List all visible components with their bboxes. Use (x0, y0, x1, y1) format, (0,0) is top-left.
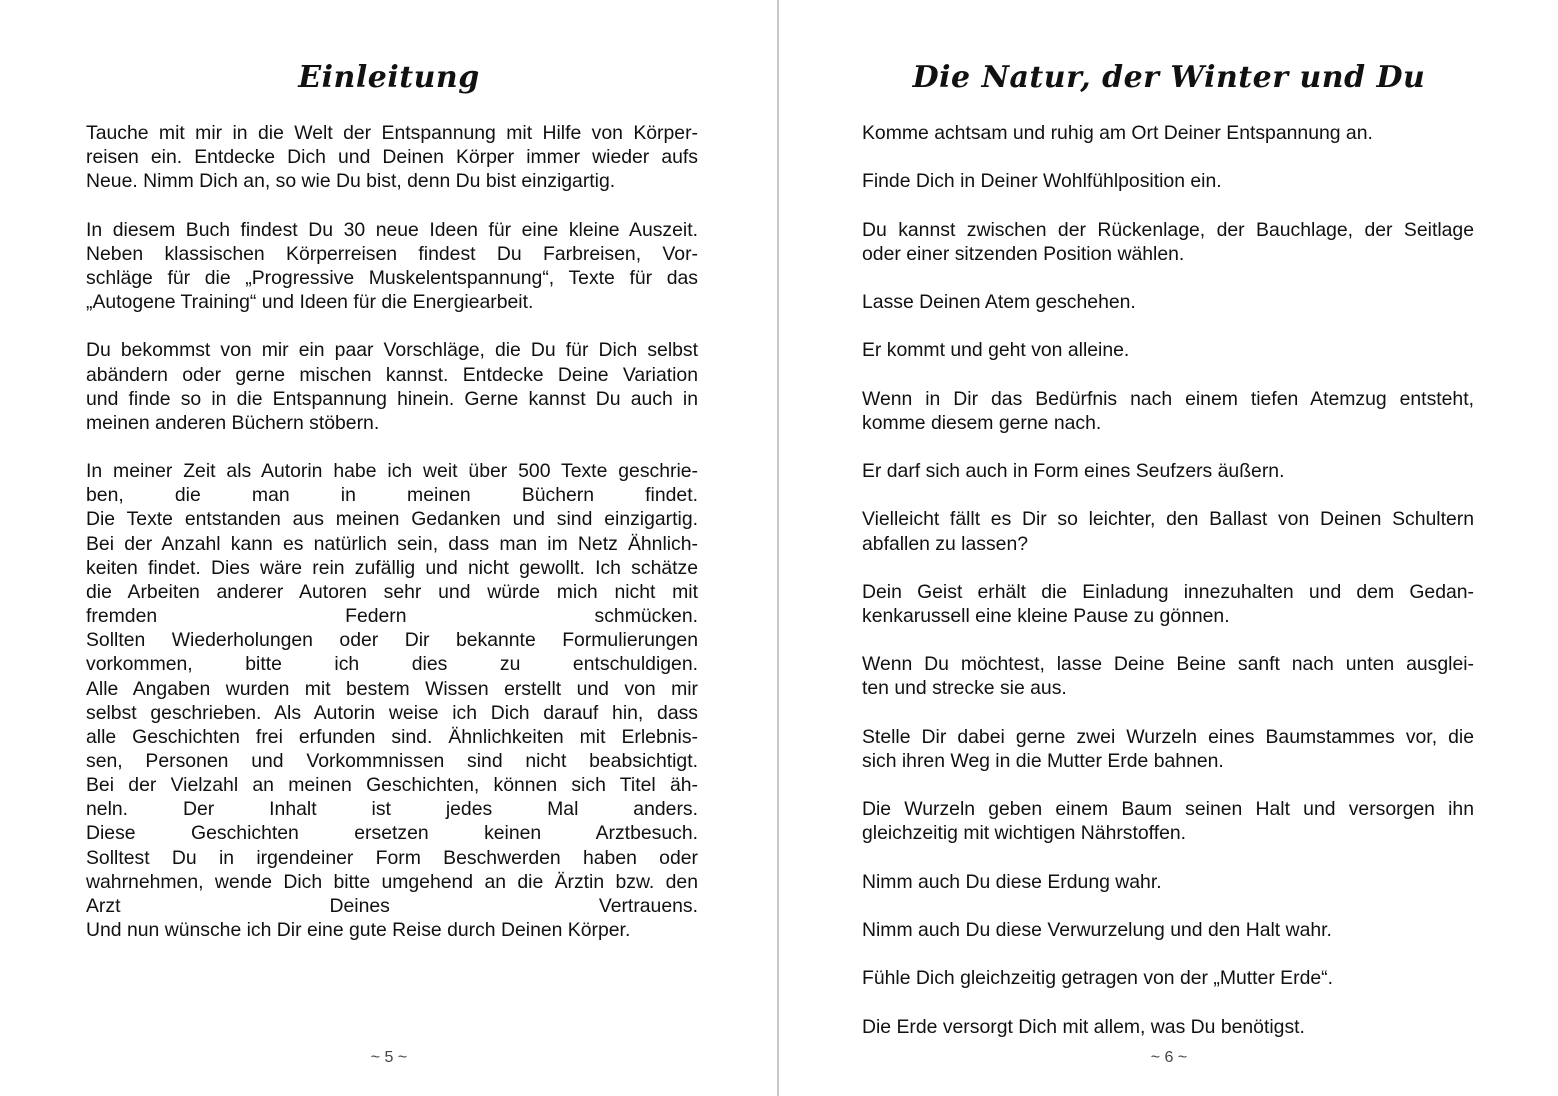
text-line: Neue. Nimm Dich an, so wie Du bist, denn Du bist einzigartig. (86, 170, 616, 193)
text-line: sen, Personen und Vorkommnissen sind nicht beabsichtigt. (86, 750, 698, 773)
text-line: vorkommen, bitte ich dies zu entschuldigen. (86, 653, 698, 676)
paragraph (862, 387, 1474, 435)
text-line: selbst geschrieben. Als Autorin weise ich Dich darauf hin, dass (86, 701, 698, 724)
text-line: Sollten Wiederholungen oder Dir bekannte Formulierungen (86, 629, 698, 652)
text-line: „Autogene Training“ und Ideen für die Energiearbeit. (86, 291, 534, 314)
text-line: ben, die man in meinen Büchern findet. (86, 484, 698, 507)
text-line: Bei der Vielzahl an meinen Geschichten, können sich Titel äh- (86, 774, 698, 797)
book-spine-divider (777, 0, 779, 1096)
text-line: Und nun wünsche ich Dir eine gute Reise durch Deinen Körper. (86, 919, 631, 942)
text-line: Die Wurzeln geben einem Baum seinen Halt und versorgen ihn (862, 798, 1474, 821)
text-line: Arzt Deines Vertrauens. (86, 894, 698, 917)
text-line: ten und strecke sie aus. (862, 677, 1067, 700)
text-line: In diesem Buch findest Du 30 neue Ideen für eine kleine Auszeit. (86, 218, 698, 241)
paragraph (862, 918, 1474, 942)
text-line: meinen anderen Büchern stöbern. (86, 411, 380, 434)
paragraph (862, 290, 1474, 314)
text-line: reisen ein. Entdecke Dich und Deinen Körper immer wieder aufs (86, 146, 698, 169)
text-line: Fühle Dich gleichzeitig getragen von der „Mutter Erde“. (862, 967, 1333, 990)
right-page (780, 0, 1558, 1096)
text-line: die Arbeiten anderer Autoren sehr und würde mich nicht mit (86, 580, 698, 603)
text-line: sich ihren Weg in die Mutter Erde bahnen. (862, 749, 1224, 772)
text-line: und finde so in die Entspannung hinein. Gerne kannst Du auch in (86, 387, 698, 410)
text-line: keiten findet. Dies wäre rein zufällig und nicht gewollt. Ich schätze (86, 556, 698, 579)
left-page-number: ~ 5 ~ (370, 1049, 408, 1066)
text-line: fremden Federn schmücken. (86, 605, 698, 628)
left-page (0, 0, 778, 1096)
text-line: Dein Geist erhält die Einladung innezuhalten und dem Gedan- (862, 580, 1474, 603)
text-line: Du kannst zwischen der Rückenlage, der Bauchlage, der Seitlage (862, 218, 1474, 241)
text-line: neln. Der Inhalt ist jedes Mal anders. (86, 798, 698, 821)
paragraph (862, 580, 1474, 628)
paragraph (862, 121, 1474, 145)
text-line: Wenn in Dir das Bedürfnis nach einem tiefen Atemzug entsteht, (862, 387, 1474, 410)
paragraph (86, 121, 698, 193)
left-page-body (86, 121, 698, 966)
text-line: Er kommt und geht von alleine. (862, 339, 1130, 362)
text-line: schläge für die „Progressive Muskelentspannung“, Texte für das (86, 266, 698, 289)
text-line: gleichzeitig mit wichtigen Nährstoffen. (862, 822, 1187, 845)
text-line: Diese Geschichten ersetzen keinen Arztbesuch. (86, 822, 698, 845)
paragraph (862, 338, 1474, 362)
text-line: alle Geschichten frei erfunden sind. Ähnlichkeiten mit Erlebnis- (86, 725, 698, 748)
paragraph (862, 797, 1474, 845)
paragraph (862, 218, 1474, 266)
text-line: Neben klassischen Körperreisen findest Du Farbreisen, Vor- (86, 242, 698, 265)
text-line: Bei der Anzahl kann es natürlich sein, dass man im Netz Ähnlich- (86, 532, 698, 555)
right-page-title: Die Natur, der Winter und Du (912, 60, 1426, 95)
text-line: kenkarussell eine kleine Pause zu gönnen. (862, 605, 1230, 627)
text-line: Komme achtsam und ruhig am Ort Deiner Entspannung an. (862, 122, 1373, 144)
paragraph (862, 507, 1474, 555)
left-page-title: Einleitung (298, 60, 480, 95)
right-page-body (862, 121, 1474, 1063)
text-line: Finde Dich in Deiner Wohlfühlposition ein. (862, 170, 1222, 193)
text-line: wahrnehmen, wende Dich bitte umgehend an die Ärztin bzw. den (86, 870, 698, 893)
text-line: Er darf sich auch in Form eines Seufzers äußern. (862, 460, 1285, 483)
text-line: Die Texte entstanden aus meinen Gedanken und sind einzigartig. (86, 508, 698, 531)
paragraph (862, 459, 1474, 483)
paragraph (862, 652, 1474, 700)
paragraph (86, 218, 698, 315)
paragraph (862, 725, 1474, 773)
text-line: Lasse Deinen Atem geschehen. (862, 291, 1136, 314)
paragraph (86, 459, 698, 942)
paragraph (862, 870, 1474, 894)
text-line: Die Erde versorgt Dich mit allem, was Du benötigst. (862, 1015, 1305, 1038)
text-line: Nimm auch Du diese Erdung wahr. (862, 870, 1162, 893)
paragraph (862, 1015, 1474, 1039)
text-line: Solltest Du in irgendeiner Form Beschwerden haben oder (86, 846, 698, 869)
text-line: komme diesem gerne nach. (862, 411, 1102, 434)
paragraph (862, 169, 1474, 193)
text-line: Stelle Dir dabei gerne zwei Wurzeln eines Baumstammes vor, die (862, 725, 1474, 748)
text-line: abändern oder gerne mischen kannst. Entdecke Deine Variation (86, 363, 698, 386)
text-line: Tauche mit mir in die Welt der Entspannung mit Hilfe von Körper- (86, 122, 698, 144)
paragraph (862, 966, 1474, 990)
text-line: Nimm auch Du diese Verwurzelung und den Halt wahr. (862, 918, 1332, 941)
text-line: In meiner Zeit als Autorin habe ich weit über 500 Texte geschrie- (86, 460, 698, 483)
text-line: Vielleicht fällt es Dir so leichter, den Ballast von Deinen Schultern (862, 508, 1474, 531)
text-line: Wenn Du möchtest, lasse Deine Beine sanft nach unten ausglei- (862, 653, 1474, 676)
text-line: abfallen zu lassen? (862, 532, 1029, 555)
right-page-number: ~ 6 ~ (1150, 1049, 1188, 1066)
text-line: oder einer sitzenden Position wählen. (862, 242, 1185, 265)
text-line: Du bekommst von mir ein paar Vorschläge, die Du für Dich selbst (86, 339, 698, 362)
paragraph (86, 338, 698, 435)
text-line: Alle Angaben wurden mit bestem Wissen erstellt und von mir (86, 677, 698, 700)
